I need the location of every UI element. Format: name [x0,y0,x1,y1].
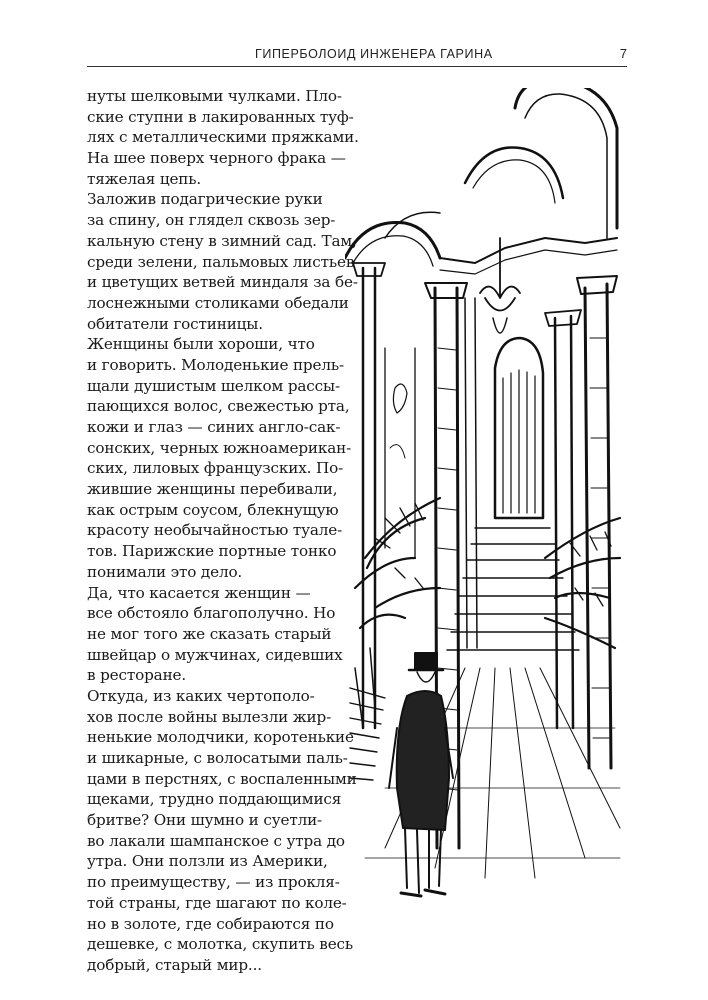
text-line: тов. Парижские портные тонко [87,542,337,561]
text-line: той страны, где шагают по коле- [87,893,347,912]
text-line: цами в перстнях, с воспаленными [87,769,357,788]
text-line: обитатели гостиницы. [87,314,263,333]
page-number: 7 [619,46,627,61]
text-line: как острым соусом, блекнущую [87,500,339,519]
text-line: нуты шелковыми чулками. Пло- [87,87,342,105]
text-line: красоту необычайностью туале- [87,521,343,540]
text-line: кожи и глаз — синих англо-сак- [87,418,341,436]
text-line: жившие женщины перебивали, [87,480,338,499]
text-line: кальную стену в зимний сад. Там, [87,231,357,250]
running-title: ГИПЕРБОЛОИД ИНЖЕНЕРА ГАРИНА [255,47,493,61]
text-line: все обстояло благополучно. Но [87,604,336,623]
text-line: по преимуществу, — из прокля- [87,873,340,892]
text-line: щали душистым шелком рассы- [87,376,340,395]
text-line: за спину, он глядел сквозь зер- [87,211,336,230]
text-line: швейцар о мужчинах, сидевших [87,645,343,664]
text-line: не мог того же сказать старый [87,624,332,643]
text-line: Женщины были хороши, что [87,335,315,354]
text-line: в ресторане. [87,666,187,685]
illustration-winter-garden [345,88,625,936]
text-line: На шее поверх черного фрака — [87,149,346,168]
text-line: ских, лиловых французских. По- [87,459,344,478]
text-line: щеками, трудно поддающимися [87,790,342,809]
text-line: дешевке, с молотка, скупить весь [87,935,354,954]
text-line: бритве? Они шумно и суетли- [87,811,323,830]
text-line: во лакали шампанское с утра до [87,831,345,850]
text-line: Откуда, из каких чертополо- [87,686,315,705]
text-line: хов после войны вылезли жир- [87,707,332,726]
body-text [87,86,359,976]
text-line: лоснежными столиками обедали [87,293,349,312]
text-line: и шикарные, с волосатыми паль- [87,749,348,767]
text-line: Заложив подагрические руки [87,190,323,209]
text-line: и цветущих ветвей миндаля за бе- [87,273,358,292]
text-line: пающихся волос, свежестью рта, [87,397,350,416]
text-line: но в золоте, где собираются по [87,914,334,933]
text-line: добрый, старый мир... [87,955,262,974]
text-line: Да, что касается женщин — [87,583,311,602]
illustration-svg [345,88,625,936]
text-line: тяжелая цепь. [87,169,202,188]
text-line: сонских, черных южноамерикан- [87,438,352,457]
text-line: среди зелени, пальмовых листьев [87,252,355,271]
text-line: понимали это дело. [87,562,243,581]
text-line: ненькие молодчики, коротенькие [87,728,354,747]
text-line: утра. Они ползли из Америки, [87,852,328,871]
text-line: лях с металлическими пряжками. [87,128,359,147]
text-line: ские ступни в лакированных туф- [87,107,354,126]
running-header [87,44,627,67]
text-line: и говорить. Молоденькие прель- [87,355,344,374]
